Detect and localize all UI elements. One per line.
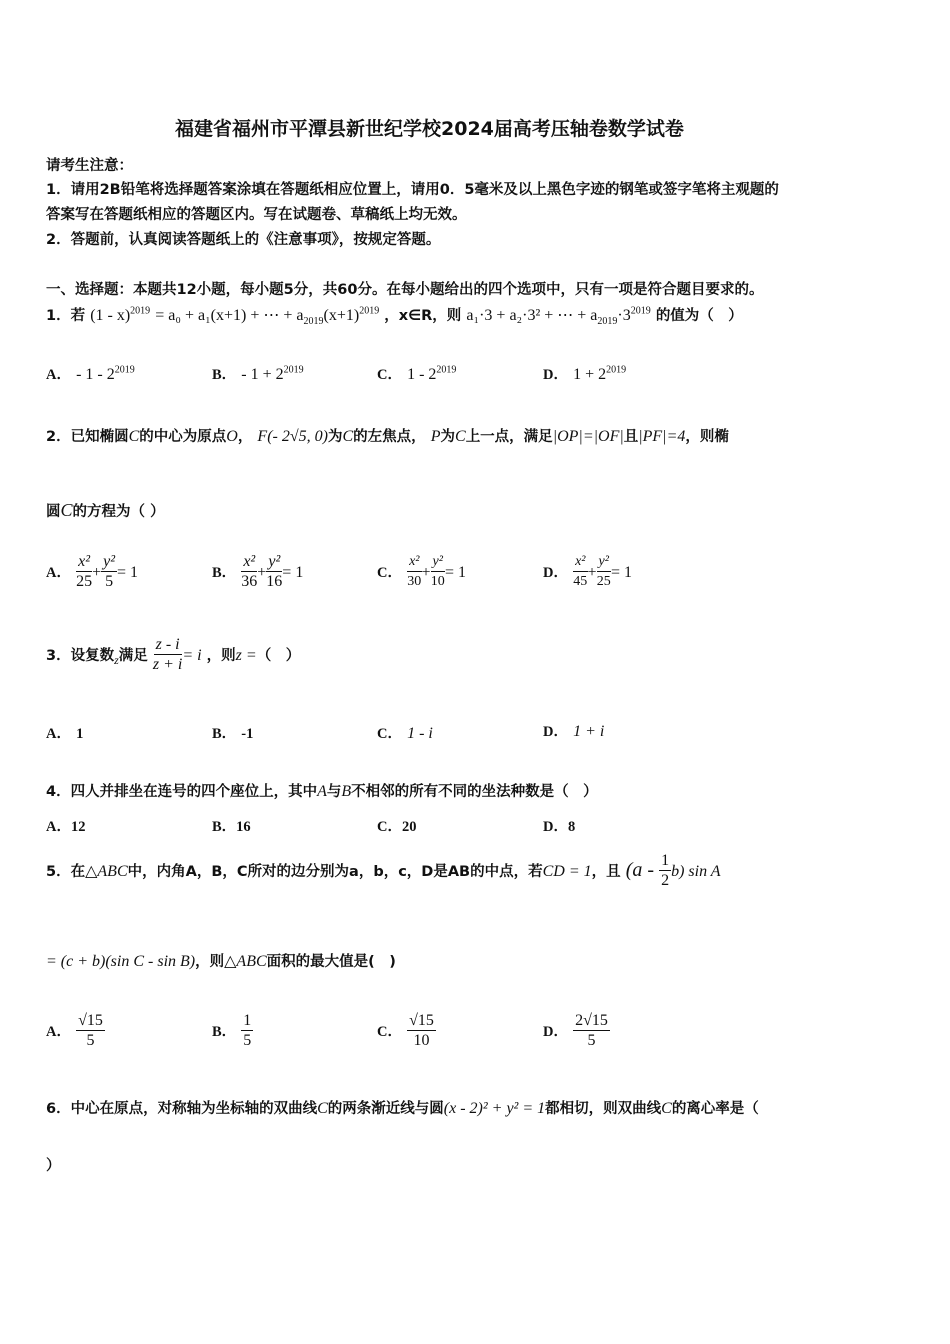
- notice-line-2: 2．答题前，认真阅读答题纸上的《注意事项》，按规定答题。: [46, 232, 441, 248]
- q5-option-d[interactable]: D． $\frac{2√15}{5}$: [543, 1012, 608, 1049]
- q1-option-c[interactable]: C． $1 - 2^{2019}$: [377, 364, 457, 383]
- q1-rhs: = a₀ + a₁(x+1) + ⋯ + $a_{2019}(x+1)^{2019}$: [155, 305, 380, 328]
- q5-option-c[interactable]: C． $\frac{√15}{10}$: [377, 1012, 434, 1049]
- q1-option-a[interactable]: A． - $1 - 2^{2019}$: [46, 364, 135, 383]
- q4-option-a[interactable]: A．12: [46, 819, 86, 835]
- question-5: 5．在△ABC中，内角A，B，C所对的边分别为a，b，c，D是AB的中点，若CD = 1，且 (a - $\frac{1}{2}$ b) sin A: [46, 852, 721, 889]
- q1-option-b[interactable]: B． - $1 + 2^{2019}$: [212, 364, 304, 383]
- q3-option-d[interactable]: D． 1 + i: [543, 723, 605, 740]
- page-title: 福建省福州市平潭县新世纪学校2024届高考压轴卷数学试卷: [175, 118, 684, 140]
- q1-number: 1．若: [46, 308, 86, 324]
- q4-option-b[interactable]: B．16: [212, 819, 251, 835]
- q2-focus: F(- 2√5, 0): [257, 428, 328, 445]
- q5-option-b[interactable]: B． $\frac{1}{5}$: [212, 1012, 252, 1049]
- q2-line-2: 圆C的方程为（ ）: [46, 500, 165, 520]
- q2-option-a[interactable]: A． $\frac{\text{x²}}{25}$ + $\frac{\text{y²}}{5}$ = 1: [46, 553, 139, 590]
- q5-line-2: = (c + b)(sin C - sin B)，则△ABC面积的最大值是( ): [46, 953, 396, 970]
- q1-sum: a₁·3 + a₂·3² + ⋯ + $a_{2019}\cdot 3^{2019}$: [466, 305, 651, 328]
- q4-option-d[interactable]: D．8: [543, 819, 576, 835]
- q1-lhs: (1 - x)$^{2019}$: [90, 305, 151, 324]
- notice-line-1: 1．请用2B铅笔将选择题答案涂填在答题纸相应位置上，请用0．5毫米及以上黑色字迹的钢笔或签字笔将主观题的: [46, 182, 779, 198]
- q2-option-d[interactable]: D． $\frac{\text{x²}}{45}$ + $\frac{\text{y²}}{25}$ = 1: [543, 554, 632, 589]
- notice-line-1b: 答案写在答题纸相应的答题区内。写在试题卷、草稿纸上均无效。: [46, 207, 467, 223]
- q5-option-a[interactable]: A． $\frac{√15}{5}$: [46, 1012, 103, 1049]
- q3-option-a[interactable]: A． 1: [46, 726, 84, 742]
- question-1: [46, 304, 743, 327]
- q2-option-c[interactable]: C． $\frac{\text{x²}}{30}$ + $\frac{\text{y²}}{10}$ = 1: [377, 554, 466, 589]
- question-4: 4．四人并排坐在连号的四个座位上，其中A与B不相邻的所有不同的坐法种数是（ ）: [46, 783, 598, 800]
- section-heading: 一、选择题：本题共12小题，每小题5分，共60分。在每小题给出的四个选项中，只有一项是符合题目要求的。: [46, 282, 764, 298]
- question-3: 3．设复数$_z$满足 $\frac{z - i}{z + i}$ = i ，则z =（ ）: [46, 636, 301, 673]
- question-2: 2．已知椭圆C的中心为原点O， F(- 2√5, 0)为C的左焦点， P为C上一点，满足|OP|=|OF|且|PF|=4，则椭: [46, 428, 729, 445]
- q1-tail: 的值为（ ）: [655, 308, 743, 324]
- q3-option-c[interactable]: C． 1 - i: [377, 725, 433, 742]
- question-6: 6．中心在原点，对称轴为坐标轴的双曲线C的两条渐近线与圆(x - 2)² + y² = 1都相切，则双曲线C的离心率是（: [46, 1100, 759, 1117]
- q4-option-c[interactable]: C．20: [377, 819, 417, 835]
- q2-option-b[interactable]: B． $\frac{\text{x²}}{36}$ + $\frac{\text{y²}}{16}$ = 1: [212, 553, 304, 590]
- q6-line-2: ）: [46, 1158, 61, 1174]
- q1-condition: ，x∈R，则: [384, 308, 462, 324]
- q3-option-b[interactable]: B． -1: [212, 726, 254, 742]
- notice-heading: 请考生注意：: [46, 158, 133, 174]
- q1-option-d[interactable]: D． $1 + 2^{2019}$: [543, 364, 627, 383]
